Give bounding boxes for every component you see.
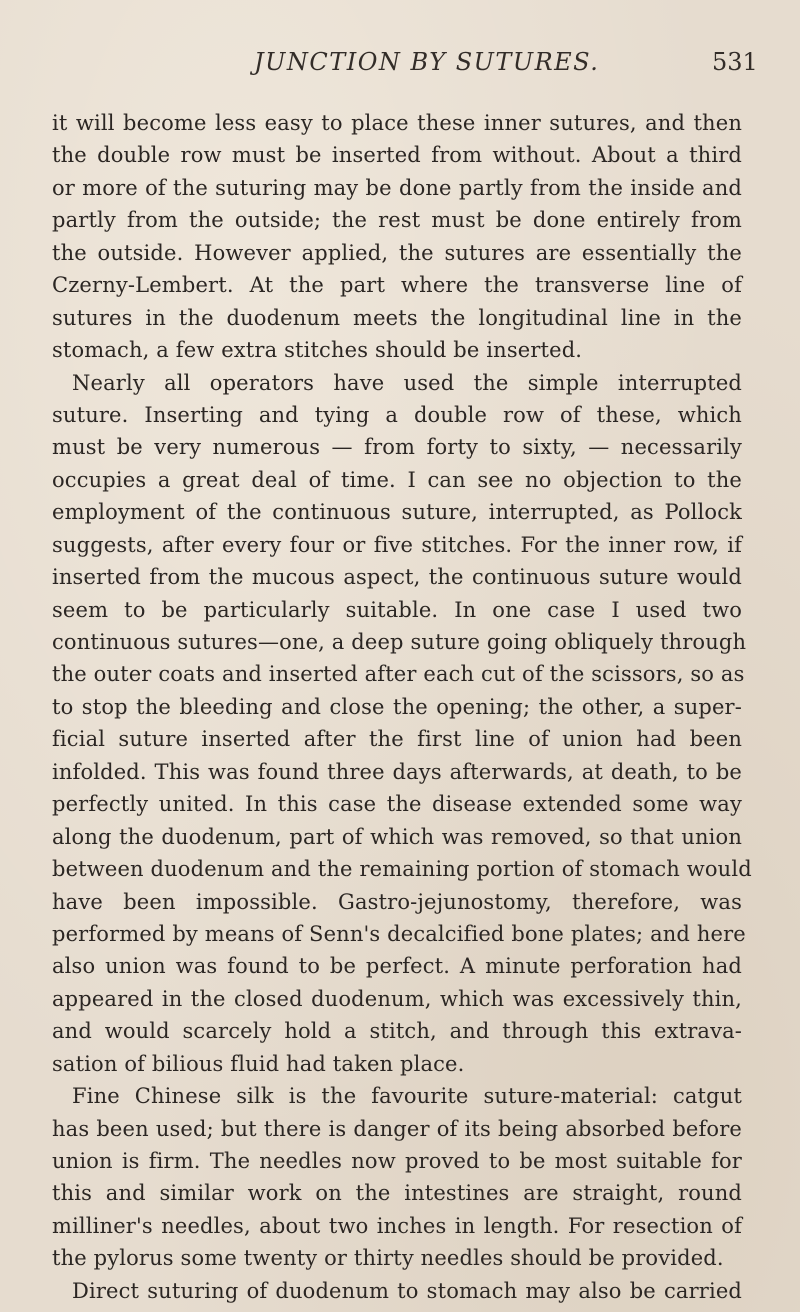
- text-line: sation of bilious fluid had taken place.: [52, 1051, 465, 1076]
- text-line: along the duodenum, part of which was removed, so that union: [52, 824, 742, 849]
- text-line: the double row must be inserted from without. About a third: [52, 143, 742, 168]
- text-line: must be very numerous — from forty to sixty, — necessarily: [52, 435, 742, 460]
- text-line: union is firm. The needles now proved to be most suitable for: [52, 1149, 742, 1173]
- text-line: to stop the bleeding and close the opening; the other, a super-: [52, 694, 742, 719]
- text-line: has been used; but there is danger of its being absorbed before: [52, 1116, 742, 1141]
- paragraph: [52, 107, 742, 367]
- text-line: Czerny-Lembert. At the part where the transverse line of: [52, 273, 742, 298]
- text-line: the outside. However applied, the sutures are essentially the: [52, 240, 742, 265]
- page-number: 531: [712, 48, 758, 76]
- text-line: ficial suture inserted after the first line of union had been: [52, 727, 742, 752]
- text-line: inserted from the mucous aspect, the continuous suture would: [52, 565, 742, 590]
- text-line: infolded. This was found three days afterwards, at death, to be: [52, 759, 742, 784]
- text-line: also union was found to be perfect. A minute perforation had: [52, 954, 742, 979]
- text-line: partly from the outside; the rest must be done entirely from: [52, 208, 742, 233]
- text-line: seem to be particularly suitable. In one case I used two: [52, 597, 742, 622]
- text-line: and would scarcely hold a stitch, and through this extrava-: [52, 1019, 742, 1044]
- text-line: sutures in the duodenum meets the longitudinal line in the: [52, 305, 742, 330]
- text-line: stomach, a few extra stitches should be inserted.: [52, 338, 583, 363]
- text-line: it will become less easy to place these inner sutures, and then: [52, 111, 742, 135]
- text-line: milliner's needles, about two inches in length. For resection of: [52, 1213, 742, 1238]
- text-line: the pylorus some twenty or thirty needles should be provided.: [52, 1246, 724, 1271]
- text-line: suggests, after every four or five stitches. For the inner row, if: [52, 532, 742, 557]
- paragraph: [52, 367, 752, 1081]
- text-line: occupies a great deal of time. I can see no objection to the: [52, 467, 742, 492]
- text-line: or more of the suturing may be done partly from the inside and: [52, 175, 742, 200]
- text-line: appeared in the closed duodenum, which was excessively thin,: [52, 986, 742, 1011]
- text-line: between duodenum and the remaining portion of stomach would: [52, 857, 752, 882]
- text-line: Direct suturing of duodenum to stomach may also be carried: [72, 1278, 742, 1303]
- text-line: performed by means of Senn's decalcified bone plates; and here: [52, 921, 746, 946]
- text-line: continuous sutures—one, a deep suture going obliquely through: [52, 630, 747, 654]
- paragraph: [52, 1275, 742, 1307]
- text-line: suture. Inserting and tying a double row of these, which: [52, 402, 742, 427]
- text-line: Nearly all operators have used the simple interrupted: [72, 370, 742, 395]
- running-title: JUNCTION BY SUTURES.: [254, 48, 600, 76]
- text-line: this and similar work on the intestines are straight, round: [52, 1181, 742, 1206]
- text-line: employment of the continuous suture, interrupted, as Pollock: [52, 500, 742, 525]
- text-line: Fine Chinese silk is the favourite suture-material: catgut: [72, 1084, 742, 1109]
- running-head: [0, 48, 800, 88]
- text-line: perfectly united. In this case the disease extended some way: [52, 792, 742, 817]
- text-line: have been impossible. Gastro-jejunostomy, therefore, was: [52, 889, 742, 914]
- text-line: the outer coats and inserted after each cut of the scissors, so as: [52, 662, 745, 687]
- paragraph: [52, 1080, 742, 1275]
- body-text: [52, 107, 752, 1307]
